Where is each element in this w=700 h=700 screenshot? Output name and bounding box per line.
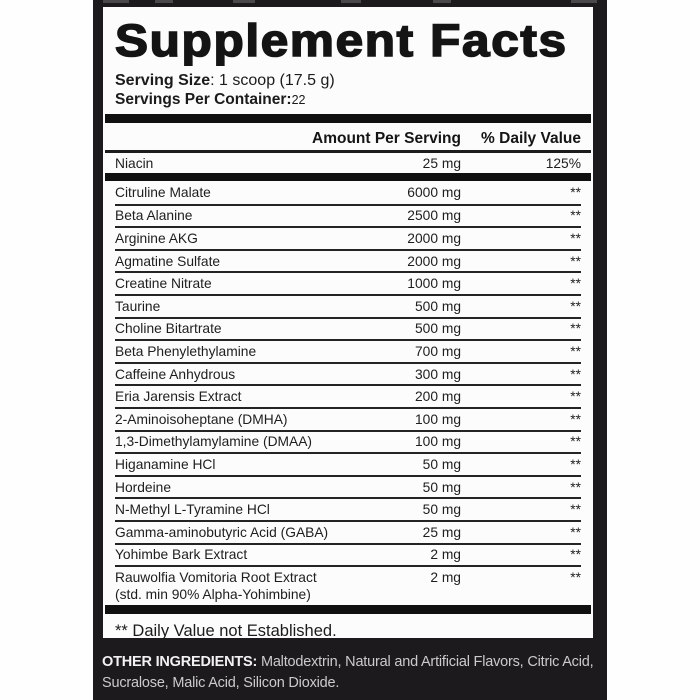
other-ingredients-section <box>93 652 607 694</box>
table-row <box>115 249 581 272</box>
column-header-amount: Amount Per Serving <box>312 130 461 147</box>
servings-per-container-value: 22 <box>291 93 306 107</box>
ingredient-name-line2: (std. min 90% Alpha-Yohimbine) <box>115 586 311 602</box>
cropped-text-remnant <box>571 0 597 3</box>
table-row <box>115 226 581 249</box>
other-ingredients-text: Maltodextrin, Natural and Artificial Flavors, Citric Acid, Sucralose, Malic Acid, Silicon Dioxide. <box>102 654 594 691</box>
ingredient-name: N-Methyl L-Tyramine HCl <box>115 502 270 518</box>
ingredient-daily-value: ** <box>570 298 581 314</box>
ingredient-daily-value: ** <box>570 321 581 337</box>
serving-size-label: Serving Size <box>115 72 211 89</box>
table-row <box>115 204 581 227</box>
thick-divider-bar <box>105 114 591 123</box>
ingredient-name: Eria Jarensis Extract <box>115 389 242 405</box>
ingredient-daily-value: ** <box>570 343 581 359</box>
column-header-daily-value: % Daily Value <box>481 130 581 147</box>
ingredient-name: 1,3-Dimethylamylamine (DMAA) <box>115 434 313 450</box>
ingredient-amount: 500 mg <box>414 298 461 314</box>
ingredient-name: Rauwolfia Vomitoria Root Extract (std. min 90% Alpha-Yohimbine) <box>115 570 430 603</box>
ingredient-name: Beta Alanine <box>115 208 193 224</box>
ingredient-amount: 6000 mg <box>407 184 461 200</box>
table-row <box>115 430 581 453</box>
table-row <box>115 520 581 543</box>
ingredient-daily-value: ** <box>570 456 581 472</box>
ingredient-daily-value: ** <box>570 276 581 292</box>
table-row <box>115 407 581 430</box>
table-row <box>115 384 581 407</box>
ingredient-amount: 100 mg <box>414 411 461 427</box>
ingredient-amount: 500 mg <box>414 321 461 337</box>
ingredient-amount: 1000 mg <box>407 276 461 292</box>
ingredient-daily-value: ** <box>570 434 581 450</box>
ingredient-name: 2-Aminoisoheptane (DMHA) <box>115 411 288 427</box>
ingredient-amount: 2 mg <box>430 547 461 563</box>
cropped-text-remnant <box>341 0 361 3</box>
ingredient-name: Hordeine <box>115 479 171 495</box>
supplement-facts-panel <box>103 7 593 641</box>
ingredient-daily-value: ** <box>570 570 581 586</box>
ingredient-name: Higanamine HCl <box>115 456 216 472</box>
ingredient-daily-value: ** <box>570 208 581 224</box>
ingredient-name: Gamma-aminobutyric Acid (GABA) <box>115 524 329 540</box>
ingredient-daily-value: ** <box>570 547 581 563</box>
cropped-text-remnant <box>103 0 129 3</box>
ingredient-daily-value: ** <box>570 230 581 246</box>
table-row <box>115 317 581 340</box>
table-row <box>115 181 581 204</box>
table-row <box>115 294 581 317</box>
ingredient-daily-value: ** <box>570 184 581 200</box>
table-row-niacin <box>115 153 581 173</box>
ingredient-amount: 700 mg <box>414 343 461 359</box>
ingredient-daily-value: ** <box>570 479 581 495</box>
ingredient-daily-value: ** <box>570 524 581 540</box>
panel-title: Supplement Facts <box>115 15 568 66</box>
ingredient-name: Caffeine Anhydrous <box>115 366 236 382</box>
ingredient-name: Taurine <box>115 298 161 314</box>
table-row <box>115 565 581 605</box>
table-row <box>115 362 581 385</box>
thick-divider-bar <box>105 173 591 181</box>
ingredient-name: Niacin <box>115 155 154 171</box>
ingredient-amount: 2000 mg <box>407 253 461 269</box>
ingredient-name: Agmatine Sulfate <box>115 253 221 269</box>
ingredient-amount: 2500 mg <box>407 208 461 224</box>
cropped-text-remnant <box>155 0 173 3</box>
servings-per-container-line <box>115 91 581 109</box>
other-ingredients-label: OTHER INGREDIENTS: <box>102 654 258 670</box>
table-row <box>115 271 581 294</box>
table-row <box>115 452 581 475</box>
table-header-row <box>115 128 581 150</box>
serving-size-line <box>115 71 581 90</box>
ingredient-amount: 50 mg <box>422 479 461 495</box>
ingredient-amount: 2000 mg <box>407 230 461 246</box>
ingredient-name: Creatine Nitrate <box>115 276 212 292</box>
ingredient-amount: 200 mg <box>414 389 461 405</box>
serving-size-value: : 1 scoop (17.5 g) <box>210 72 335 89</box>
ingredient-daily-value: ** <box>570 411 581 427</box>
ingredient-name: Arginine AKG <box>115 230 198 246</box>
ingredient-amount: 25 mg <box>422 524 461 540</box>
table-row <box>115 339 581 362</box>
ingredient-name: Choline Bitartrate <box>115 321 222 337</box>
cropped-text-remnant <box>433 0 451 3</box>
ingredient-amount: 300 mg <box>414 366 461 382</box>
ingredient-amount: 50 mg <box>422 456 461 472</box>
ingredient-daily-value: ** <box>570 389 581 405</box>
ingredient-daily-value: ** <box>570 253 581 269</box>
servings-per-container-label: Servings Per Container: <box>115 91 292 108</box>
ingredient-amount: 2 mg <box>430 570 461 586</box>
table-row <box>115 497 581 520</box>
label-dark-background <box>93 0 607 700</box>
ingredient-daily-value: 125% <box>545 155 581 171</box>
table-row <box>115 543 581 566</box>
daily-value-footnote: ** Daily Value not Established. <box>115 622 337 641</box>
thick-divider-bar <box>105 605 591 614</box>
ingredient-amount: 100 mg <box>414 434 461 450</box>
ingredient-daily-value: ** <box>570 366 581 382</box>
cropped-text-remnant <box>233 0 255 3</box>
ingredient-name: Citruline Malate <box>115 184 211 200</box>
ingredient-amount: 25 mg <box>422 155 461 171</box>
ingredient-daily-value: ** <box>570 502 581 518</box>
ingredient-name: Beta Phenylethylamine <box>115 343 257 359</box>
ingredient-name: Yohimbe Bark Extract <box>115 547 248 563</box>
ingredient-amount: 50 mg <box>422 502 461 518</box>
table-row <box>115 475 581 498</box>
ingredient-table <box>115 181 581 605</box>
